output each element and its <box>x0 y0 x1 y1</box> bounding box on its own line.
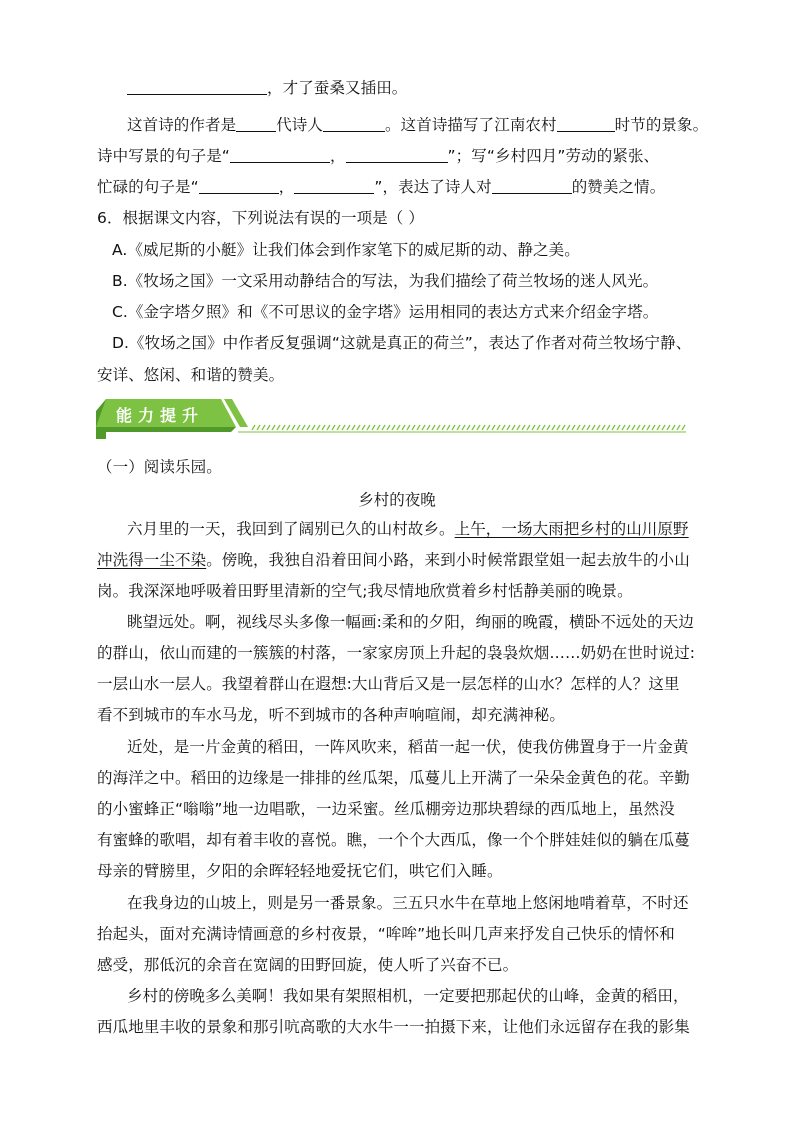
hatch-mark <box>582 425 585 430</box>
hatch-mark <box>517 425 520 430</box>
hatch-mark <box>632 425 635 430</box>
text: 。这首诗描写了江南农村 <box>385 116 557 134</box>
hatch-mark <box>547 425 550 430</box>
option-d-continued: 安详、悠闲、和谐的赞美。 <box>97 366 285 384</box>
p4-line-2: 抬起头，面对充满诗情画意的乡村夜景，“哞哞”地长叫几声来抒发自己快乐的情怀和 <box>97 925 675 943</box>
hatch-mark <box>387 425 390 430</box>
hatch-mark <box>312 425 315 430</box>
hatch-mark <box>302 425 305 430</box>
banner-shadow <box>96 427 236 432</box>
hatch-mark <box>502 425 505 430</box>
hatch-mark <box>457 425 460 430</box>
hatch-mark <box>322 425 325 430</box>
hatch-mark <box>627 425 630 430</box>
hatch-mark <box>357 425 360 430</box>
answer-blank[interactable] <box>346 146 448 163</box>
p5-line-1: 乡村的傍晚多么美啊！我如果有架照相机，一定要把那起伏的山峰，金黄的稻田， <box>127 987 689 1005</box>
hatch-mark <box>347 425 350 430</box>
text: 这首诗的作者是 <box>127 116 237 134</box>
text: 代诗人 <box>276 116 324 134</box>
hatch-mark <box>637 425 640 430</box>
question-6-stem: 6．根据课文内容，下列说法有误的一项是（ ） <box>97 209 424 227</box>
hatch-mark <box>482 425 485 430</box>
hatch-mark <box>507 425 510 430</box>
answer-blank[interactable] <box>323 115 385 132</box>
hatch-mark <box>342 425 345 430</box>
hatch-mark <box>257 425 260 430</box>
p1-line-3: 岗。我深深地呼吸着田野里清新的空气;我尽情地欣赏着乡村恬静美丽的晚景。 <box>97 582 633 600</box>
hatch-mark <box>267 425 270 430</box>
p3-line-4: 有蜜蜂的歌唱，却有着丰收的喜悦。瞧，一个个大西瓜，像一个个胖娃娃似的躺在瓜蔓 <box>97 831 690 849</box>
underlined-sentence: 上午，一场大雨把乡村的山川原野 <box>454 520 689 538</box>
hatch-mark <box>527 425 530 430</box>
hatch-mark <box>497 425 500 430</box>
hatch-mark <box>407 425 410 430</box>
hatch-mark <box>367 425 370 430</box>
hatch-mark <box>272 425 275 430</box>
text: 诗中写景的句子是“ <box>97 147 230 165</box>
section-banner <box>96 399 686 439</box>
hatch-mark <box>587 425 590 430</box>
p1-line-2 <box>97 550 690 570</box>
hatch-mark <box>327 425 330 430</box>
hatch-mark <box>682 425 685 430</box>
hatch-mark <box>447 425 450 430</box>
hatch-mark <box>607 425 610 430</box>
hatch-mark <box>472 425 475 430</box>
hatch-mark <box>462 425 465 430</box>
hatch-mark <box>417 425 420 430</box>
hatch-mark <box>377 425 380 430</box>
hatch-mark <box>277 425 280 430</box>
hatch-mark <box>402 425 405 430</box>
hatch-mark <box>412 425 415 430</box>
underlined-sentence: 冲洗得一尘不染 <box>97 551 207 569</box>
hatch-mark <box>307 425 310 430</box>
hatch-mark <box>557 425 560 430</box>
text: 的赞美之情。 <box>571 178 666 196</box>
text: 。傍晚，我独自沿着田间小路，来到小时候常跟堂姐一起去放牛的小山 <box>206 551 690 569</box>
p3-line-2: 的海洋之中。稻田的边缘是一排排的丝瓜架，瓜蔓儿上开满了一朵朵金黄色的花。辛勤 <box>97 769 690 787</box>
answer-blank[interactable] <box>557 115 615 132</box>
poem-line-1 <box>127 78 407 98</box>
hatch-mark <box>652 425 655 430</box>
p2-line-3: 一层山水一层人。我望着群山在遐想:大山背后又是一层怎样的山水？怎样的人？这里 <box>97 675 680 693</box>
hatch-mark <box>332 425 335 430</box>
text: ”，表达了诗人对 <box>374 178 492 196</box>
hatch-mark <box>392 425 395 430</box>
hatch-mark <box>667 425 670 430</box>
hatch-mark <box>647 425 650 430</box>
answer-blank[interactable] <box>199 177 279 194</box>
hatch-mark <box>512 425 515 430</box>
hatch-mark <box>442 425 445 430</box>
banner-label: 能力提升 <box>116 406 205 425</box>
text: ， <box>278 178 295 196</box>
answer-blank[interactable] <box>127 78 267 95</box>
p2-line-2: 的群山，依山而建的一簇簇的村落，一家家房顶上升起的袅袅炊烟……奶奶在世时说过: <box>97 644 696 662</box>
reading-heading: （一）阅读乐园。 <box>97 458 222 476</box>
hatch-mark <box>452 425 455 430</box>
hatch-mark <box>317 425 320 430</box>
hatch-mark <box>677 425 680 430</box>
p4-line-1: 在我身边的山坡上，则是另一番景象。三五只水牛在草地上悠闲地啃着草，不时还 <box>127 894 689 912</box>
p4-line-3: 感受，那低沉的余音在宽阔的田野回旋，使人听了兴奋不已。 <box>97 956 519 974</box>
hatch-mark <box>552 425 555 430</box>
hatch-mark <box>372 425 375 430</box>
p2-line-1: 眺望远处。啊，视线尽头多像一幅画:柔和的夕阳，绚丽的晚霞，横卧不远处的天边 <box>127 613 694 631</box>
answer-blank[interactable] <box>230 146 330 163</box>
text: 忙碌的句子是“ <box>97 178 199 196</box>
poem-line-4 <box>97 177 665 197</box>
hatch-mark <box>397 425 400 430</box>
hatch-mark <box>337 425 340 430</box>
hatch-mark <box>487 425 490 430</box>
option-d[interactable]: D.《牧场之国》中作者反复强调“这就是真正的荷兰”，表达了作者对荷兰牧场宁静、 <box>112 334 692 352</box>
hatch-mark <box>662 425 665 430</box>
hatch-mark <box>297 425 300 430</box>
poem-line-3 <box>97 146 659 166</box>
answer-blank[interactable] <box>236 115 276 132</box>
p3-line-3: 的小蜜蜂正“嗡嗡”地一边唱歌，一边采蜜。丝瓜棚旁边那块碧绿的西瓜地上，虽然没 <box>97 800 675 818</box>
hatch-mark <box>532 425 535 430</box>
text: ”；写“乡村四月”劳动的紧张、 <box>447 147 660 165</box>
hatch-mark <box>262 425 265 430</box>
banner-hatch-line <box>252 425 685 430</box>
hatch-mark <box>602 425 605 430</box>
hatch-mark <box>352 425 355 430</box>
hatch-mark <box>522 425 525 430</box>
hatch-mark <box>422 425 425 430</box>
text: 六月里的一天，我回到了阔别已久的山村故乡。 <box>127 520 455 538</box>
hatch-mark <box>612 425 615 430</box>
hatch-mark <box>382 425 385 430</box>
poem-line-2 <box>127 115 708 135</box>
hatch-mark <box>287 425 290 430</box>
hatch-mark <box>572 425 575 430</box>
p1-line-1 <box>127 519 689 539</box>
hatch-mark <box>542 425 545 430</box>
hatch-mark <box>592 425 595 430</box>
p3-line-1: 近处，是一片金黄的稻田，一阵风吹来，稻苗一起一伏，使我仿佛置身于一片金黄 <box>127 738 689 756</box>
text: 时节的景象。 <box>614 116 709 134</box>
option-c[interactable]: C.《金字塔夕照》和《不可思议的金字塔》运用相同的表达方式来介绍金字塔。 <box>112 303 659 321</box>
hatch-mark <box>492 425 495 430</box>
answer-blank[interactable] <box>492 177 572 194</box>
option-a[interactable]: A.《威尼斯的小艇》让我们体会到作家笔下的威尼斯的动、静之美。 <box>112 241 580 259</box>
p2-line-4: 看不到城市的车水马龙，听不到城市的各种声响喧闹，却充满神秘。 <box>97 706 566 724</box>
hatch-mark <box>617 425 620 430</box>
option-b[interactable]: B.《牧场之国》一文采用动静结合的写法，为我们描绘了荷兰牧场的迷人风光。 <box>112 272 659 290</box>
hatch-mark <box>657 425 660 430</box>
hatch-mark <box>597 425 600 430</box>
text: ，才了蚕桑又插田。 <box>267 79 408 97</box>
hatch-mark <box>292 425 295 430</box>
hatch-mark <box>642 425 645 430</box>
p5-line-2: 西瓜地里丰收的景象和那引吭高歌的大水牛一一拍摄下来，让他们永远留存在我的影集 <box>97 1018 690 1036</box>
p3-line-5: 母亲的臂膀里，夕阳的余晖轻轻地爱抚它们，哄它们入睡。 <box>97 862 503 880</box>
answer-blank[interactable] <box>294 177 374 194</box>
hatch-mark <box>467 425 470 430</box>
hatch-mark <box>362 425 365 430</box>
hatch-mark <box>252 425 255 430</box>
hatch-mark <box>282 425 285 430</box>
hatch-mark <box>567 425 570 430</box>
hatch-mark <box>432 425 435 430</box>
hatch-mark <box>437 425 440 430</box>
hatch-mark <box>577 425 580 430</box>
hatch-mark <box>622 425 625 430</box>
hatch-mark <box>562 425 565 430</box>
article-title: 乡村的夜晚 <box>358 491 436 509</box>
hatch-mark <box>427 425 430 430</box>
hatch-mark <box>672 425 675 430</box>
hatch-mark <box>537 425 540 430</box>
text: ， <box>329 147 346 165</box>
hatch-mark <box>477 425 480 430</box>
